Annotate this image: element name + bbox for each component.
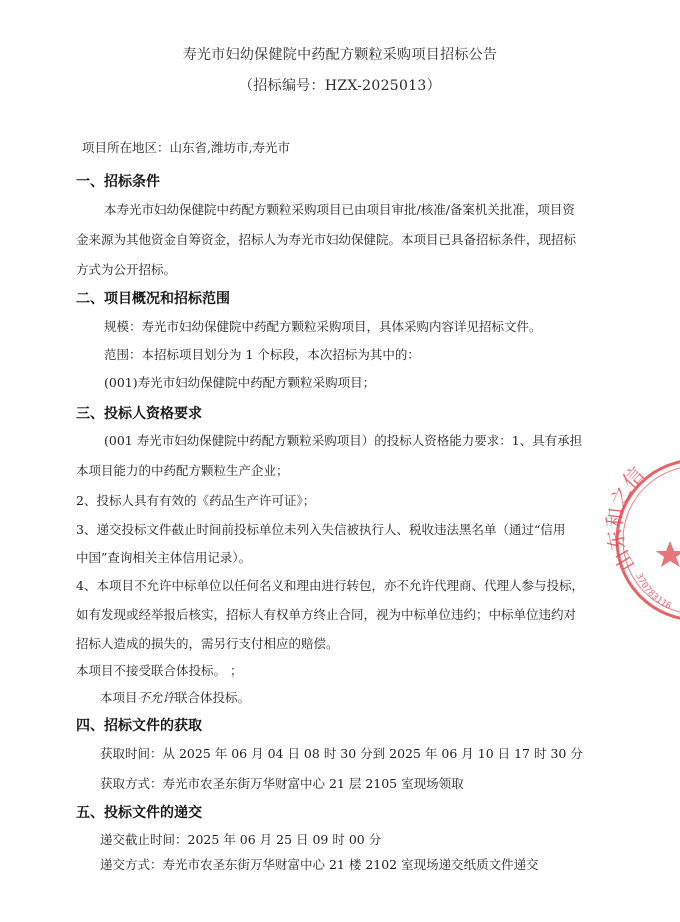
seal-star-icon [656, 541, 680, 567]
qualification-line: (001 寿光市妇幼保健院中药配方颗粒采购项目）的投标人资格能力要求：1、具有承担 [104, 433, 583, 448]
section-1-para-line: 金来源为其他资金自筹资金，招标人为寿光市妇幼保健院。本项目已具备招标条件，现招标 [76, 232, 577, 247]
section-3-heading: 三、投标人资格要求 [76, 406, 202, 422]
consortium-prefix: 本项目 [100, 690, 138, 705]
submission-method: 递交方式：寿光市农圣东街万华财富中心 21 楼 2102 室现场递交纸质文件递交 [100, 857, 539, 872]
consortium-note [100, 690, 250, 706]
acquisition-time: 获取时间：从 2025 年 06 月 04 日 08 时 30 分到 2025 年 06 月 10 日 17 时 30 分 [100, 746, 583, 761]
qualification-line: 如有发现或经举报后核实，招标人有权单方终止合同，视为中标单位违约；中标单位违约对 [76, 607, 577, 622]
lot-item: (001)寿光市妇幼保健院中药配方颗粒采购项目； [104, 375, 376, 390]
consortium-suffix: 联合体投标。 [175, 690, 251, 705]
page-title: 寿光市妇幼保健院中药配方颗粒采购项目招标公告 [182, 47, 498, 63]
consortium-italic: 不允许 [137, 690, 176, 705]
qualification-line: 招标人造成的损失的，需另行支付相应的赔偿。 [76, 636, 339, 651]
seal-text: 山东和之信 [601, 462, 649, 576]
qualification-line: 3、递交投标文件截止时间前投标单位未列入失信被执行人、税收违法黑名单（通过“信用 [76, 522, 566, 537]
qualification-line: 本项目能力的中药配方颗粒生产企业； [76, 463, 289, 478]
section-1-para-line: 方式为公开招标。 [76, 262, 177, 277]
section-5-heading: 五、投标文件的递交 [76, 805, 202, 821]
bid-number: （招标编号：HZX-2025013） [239, 78, 441, 94]
submission-deadline: 递交截止时间：2025 年 06 月 25 日 09 时 00 分 [100, 832, 382, 847]
project-scale: 规模：寿光市妇幼保健院中药配方颗粒采购项目，具体采购内容详见招标文件。 [104, 319, 542, 334]
seal-number: 370783116 [633, 571, 673, 612]
qualification-line: 2、投标人具有有效的《药品生产许可证》； [76, 493, 316, 508]
section-4-heading: 四、招标文件的获取 [76, 718, 202, 734]
qualification-line: 4、本项目不允许中标单位以任何名义和理由进行转包，亦不允许代理商、代理人参与投标， [76, 578, 584, 593]
acquisition-method: 获取方式：寿光市农圣东街万华财富中心 21 层 2105 室现场领取 [100, 776, 464, 791]
project-location: 项目所在地区：山东省,潍坊市,寿光市 [82, 140, 290, 155]
section-1-para-line: 本寿光市妇幼保健院中药配方颗粒采购项目已由项目审批/核准/备案机关批准，项目资 [104, 202, 575, 217]
section-2-heading: 二、项目概况和招标范围 [76, 291, 230, 307]
section-1-heading: 一、招标条件 [76, 174, 160, 190]
qualification-line: 中国”查询相关主体信用记录）。 [76, 550, 252, 565]
qualification-line: 本项目不接受联合体投标。 ； [76, 663, 243, 678]
project-scope: 范围：本招标项目划分为 1 个标段，本次招标为其中的： [104, 347, 420, 362]
official-seal [601, 455, 680, 625]
